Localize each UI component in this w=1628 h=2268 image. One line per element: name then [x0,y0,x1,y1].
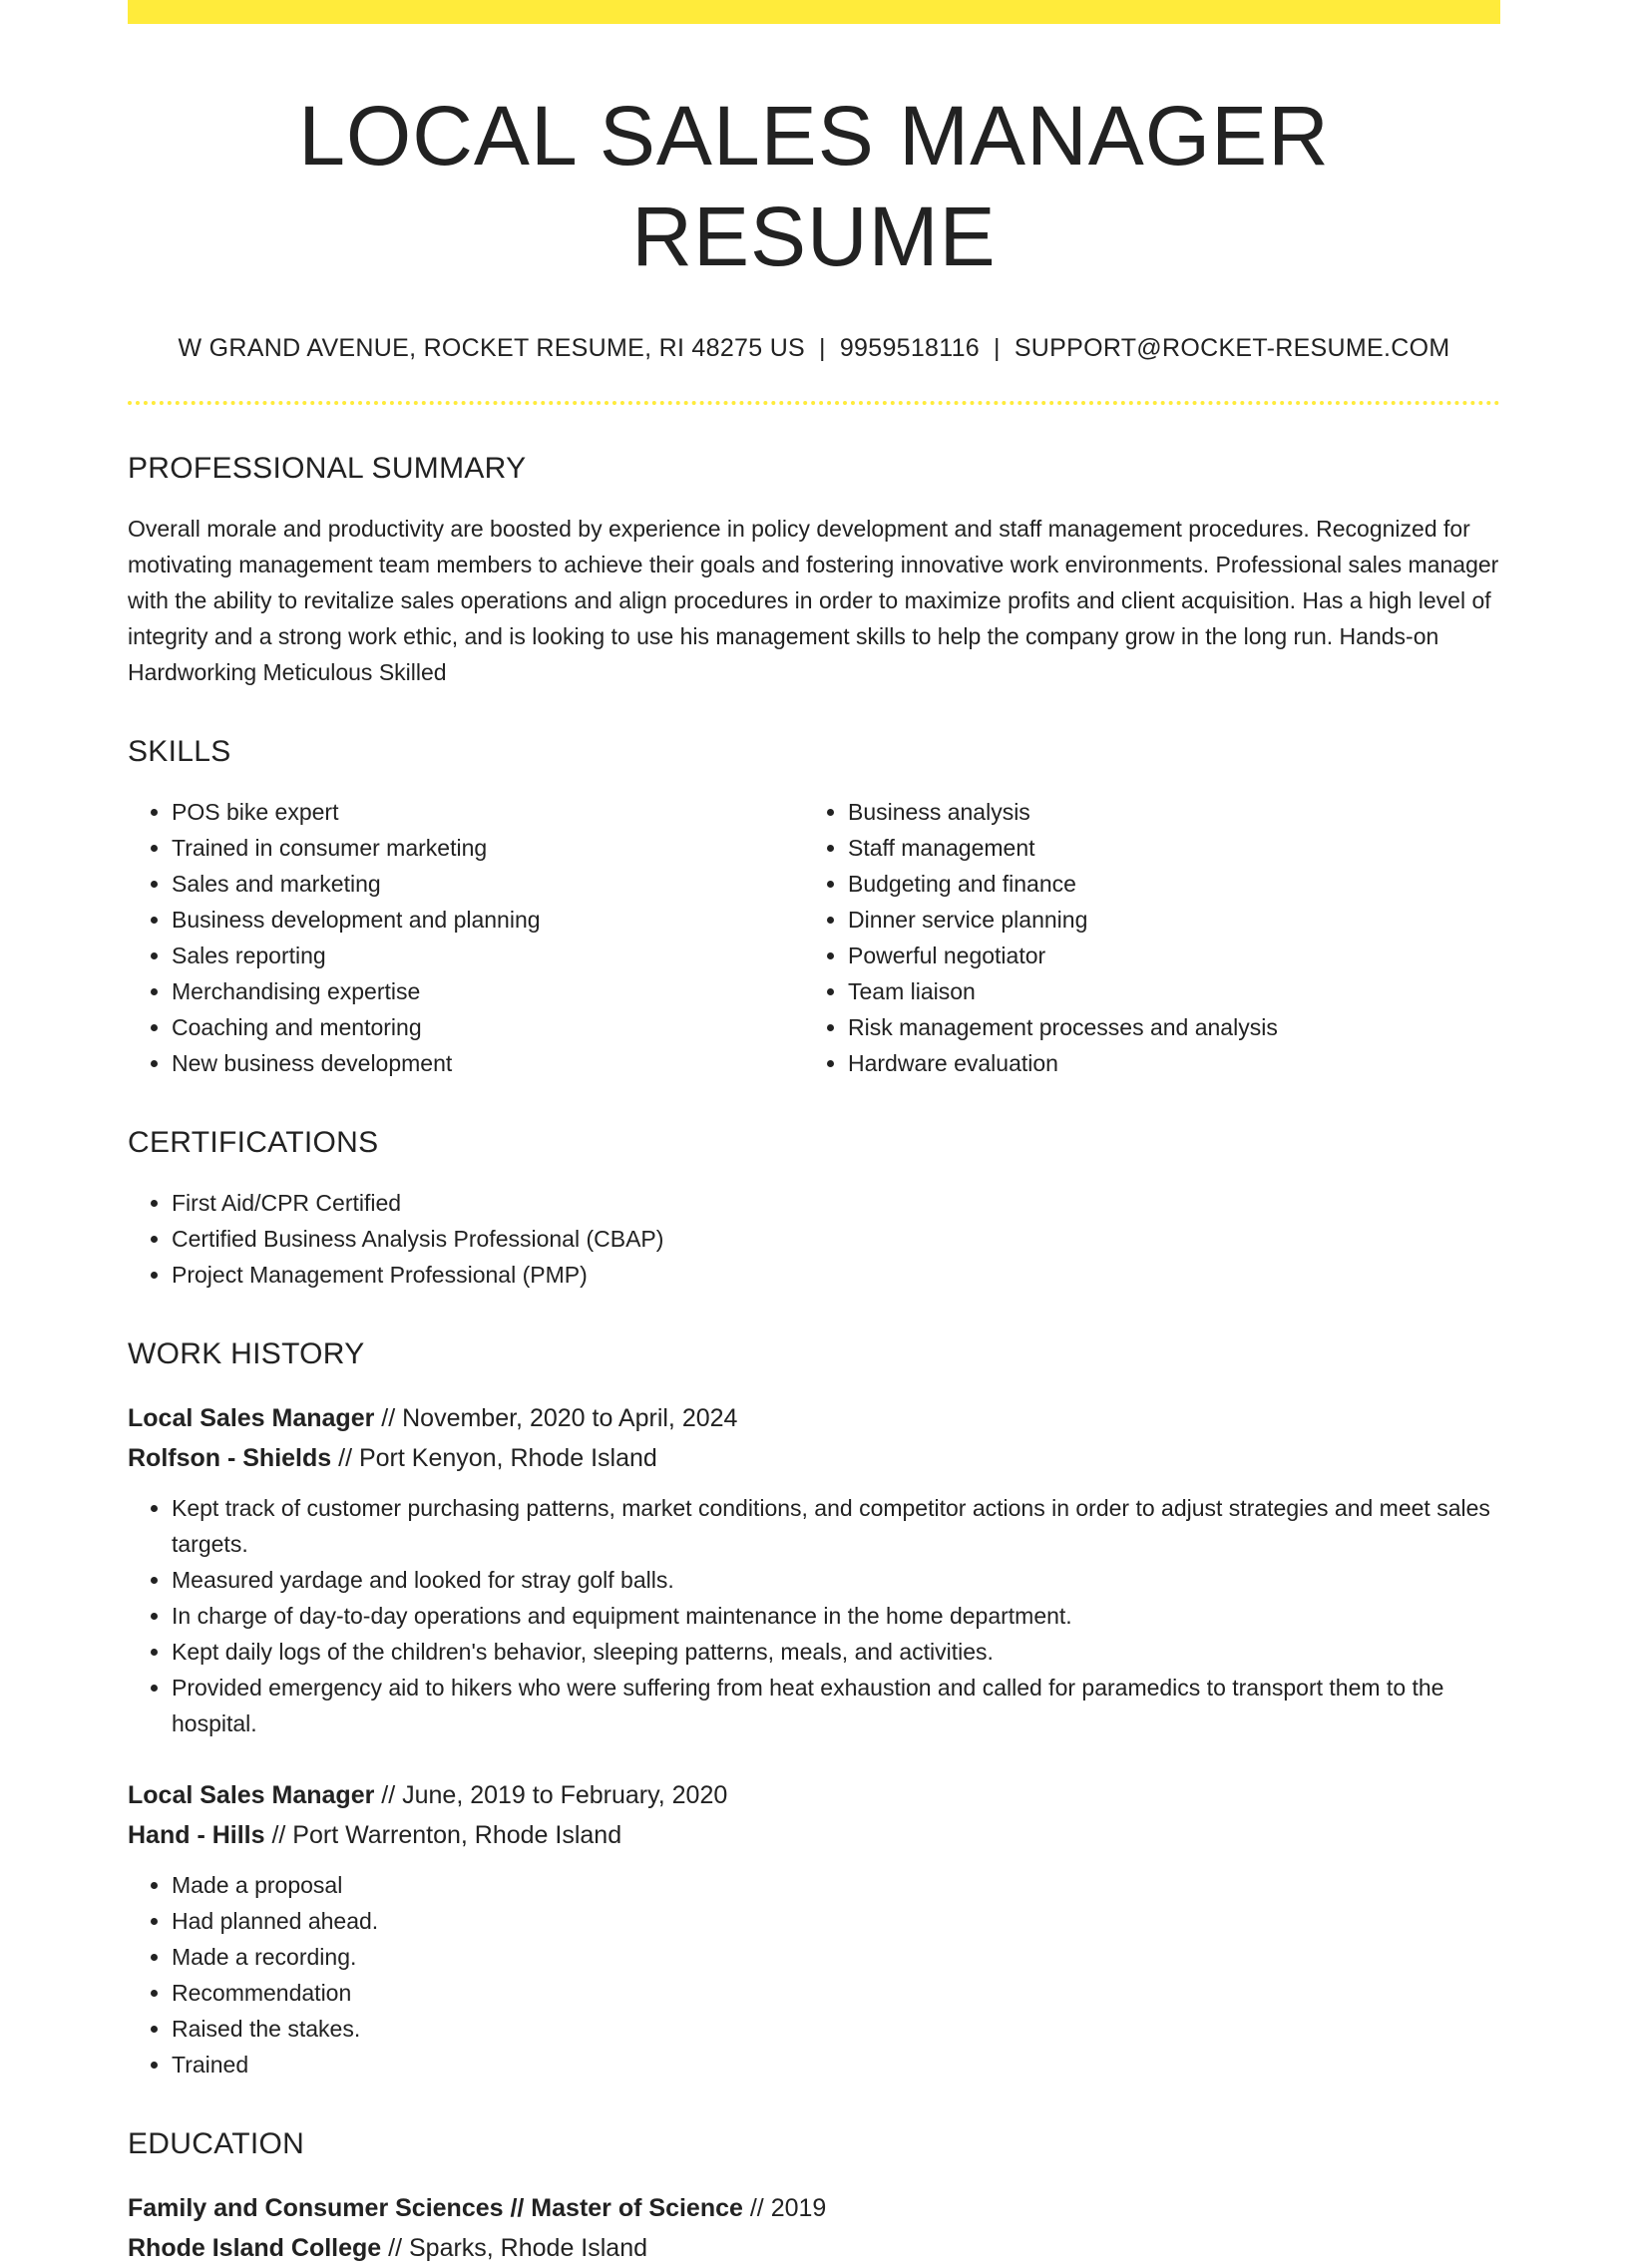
contact-separator: | [994,333,1001,362]
job-bullet: • Had planned ahead. [172,1903,1500,1939]
job-entry [128,1398,1500,1741]
skill-item: • Trained in consumer marketing [172,830,804,866]
section-heading: EDUCATION [128,2126,305,2160]
dotted-divider [128,401,1500,405]
job-entry [128,1775,1500,2082]
top-accent-bar [128,0,1500,24]
job-bullet: • Kept track of customer purchasing patterns, market conditions, and competitor actions in order to adjust strategies and meet sales targets. [172,1490,1500,1562]
job-title-line [128,1398,1500,1438]
skill-item: • New business development [172,1045,804,1081]
education-degree: Family and Consumer Sciences // Master of Science [128,2193,743,2222]
certification-item: • Project Management Professional (PMP) [172,1257,1500,1293]
contact-separator: | [819,333,826,362]
skill-item: • Staff management [848,830,1480,866]
skill-item: • Coaching and mentoring [172,1009,804,1045]
skill-item: • POS bike expert [172,794,804,830]
section-heading: PROFESSIONAL SUMMARY [128,451,527,485]
skill-item: • Risk management processes and analysis [848,1009,1480,1045]
certifications-list [128,1185,1500,1293]
job-bullet: • Measured yardage and looked for stray golf balls. [172,1562,1500,1598]
contact-line [128,333,1500,363]
job-company-line [128,1815,1500,1855]
education-location: // Sparks, Rhode Island [381,2233,648,2262]
job-role: Local Sales Manager [128,1403,375,1432]
skill-item: • Business development and planning [172,902,804,938]
education-school-line [128,2228,1500,2268]
contact-email: SUPPORT@ROCKET-RESUME.COM [1014,333,1450,362]
education-section [128,2126,1500,2268]
job-bullet: • Kept daily logs of the children's behavior, sleeping patterns, meals, and activities. [172,1634,1500,1670]
job-bullet: • Provided emergency aid to hikers who were suffering from heat exhaustion and called for paramedics to transport them to the hospital. [172,1670,1500,1741]
skills-list-left [128,794,804,1081]
skills-section [128,734,1500,1081]
job-bullet: • Raised the stakes. [172,2011,1500,2047]
skill-item: • Dinner service planning [848,902,1480,938]
skill-item: • Merchandising expertise [172,973,804,1009]
skills-grid [128,770,1500,1081]
skill-item: • Sales and marketing [172,866,804,902]
job-bullet: • Recommendation [172,1975,1500,2011]
job-bullet: • Made a recording. [172,1939,1500,1975]
section-heading: WORK HISTORY [128,1336,365,1370]
section-heading: CERTIFICATIONS [128,1125,379,1159]
certification-item: • First Aid/CPR Certified [172,1185,1500,1221]
certification-item: • Certified Business Analysis Professional (CBAP) [172,1221,1500,1257]
job-company-line [128,1438,1500,1478]
job-bullets [128,1867,1500,2082]
job-title-line [128,1775,1500,1815]
job-bullet: • Made a proposal [172,1867,1500,1903]
job-company: Hand - Hills [128,1820,265,1849]
skill-item: • Team liaison [848,973,1480,1009]
job-role: Local Sales Manager [128,1780,375,1809]
contact-phone: 9959518116 [839,333,981,362]
summary-text: Overall morale and productivity are boosted by experience in policy development and staff management procedures. Recognized for motivating management team members to achieve their goals and fostering innovative work environments. Professional sales manager with the ability to revitalize sales operations and align procedures in order to maximize profits and client acquisition. Has a high level of integrity and a strong work ethic, and is looking to use his management skills to help the company grow in the long run. Hands-on Hardworking Meticulous Skilled [128,515,1499,685]
job-company: Rolfson - Shields [128,1443,332,1472]
job-bullet: • In charge of day-to-day operations and equipment maintenance in the home department. [172,1598,1500,1634]
education-year: // 2019 [742,2193,827,2222]
resume-page [128,0,1500,2268]
skill-item: • Powerful negotiator [848,938,1480,973]
job-bullet: • Trained [172,2047,1500,2082]
job-bullets [128,1490,1500,1741]
job-dates: // June, 2019 to February, 2020 [374,1780,728,1809]
resume-title: LOCAL SALES MANAGER RESUME [298,89,1330,283]
education-degree-line [128,2188,1500,2228]
skill-item: • Business analysis [848,794,1480,830]
certifications-section [128,1125,1500,1293]
job-dates: // November, 2020 to April, 2024 [374,1403,738,1432]
skill-item: • Sales reporting [172,938,804,973]
section-heading: SKILLS [128,734,231,768]
skill-item: • Hardware evaluation [848,1045,1480,1081]
job-location: // Port Warrenton, Rhode Island [264,1820,622,1849]
education-school: Rhode Island College [128,2233,382,2262]
work-history-section [128,1336,1500,2082]
job-location: // Port Kenyon, Rhode Island [331,1443,657,1472]
education-entry [128,2188,1500,2268]
summary-section [128,451,1500,690]
contact-address: W GRAND AVENUE, ROCKET RESUME, RI 48275 US [178,333,806,362]
skill-item: • Budgeting and finance [848,866,1480,902]
skills-list-right [804,794,1480,1081]
